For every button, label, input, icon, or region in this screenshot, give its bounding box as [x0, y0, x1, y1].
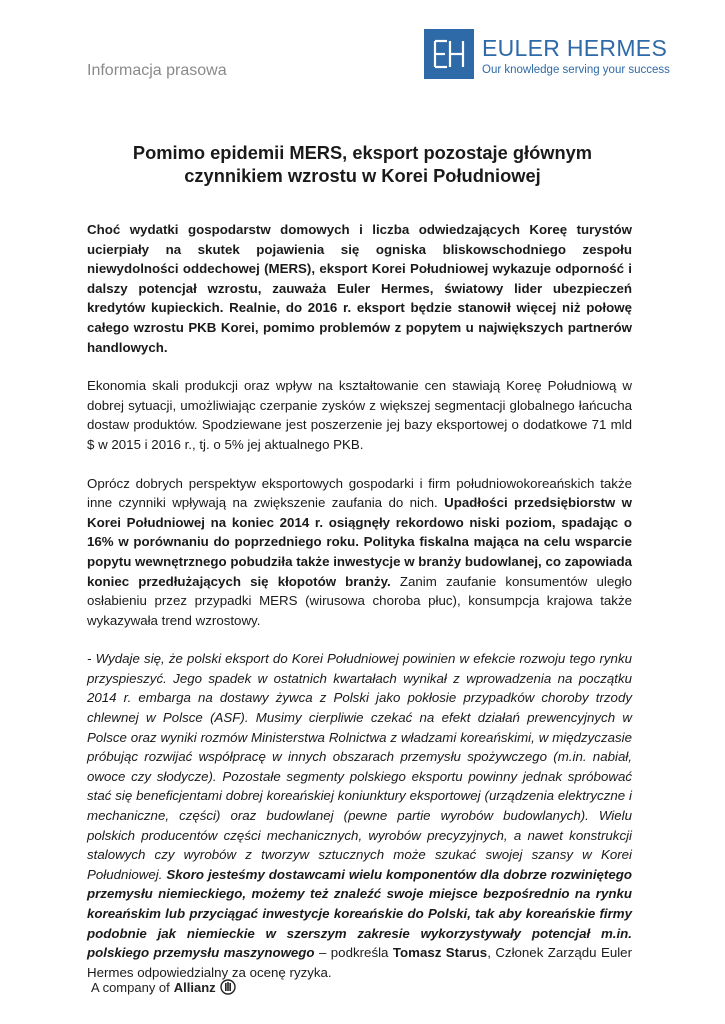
eh-monogram-icon: [424, 29, 474, 79]
title-line-1: Pomimo epidemii MERS, eksport pozostaje głównym: [132, 142, 593, 163]
footer-allianz: [91, 979, 236, 995]
logo-tagline: Our knowledge serving your success: [482, 64, 670, 76]
paragraph-2: Ekonomia skali produkcji oraz wpływ na kształtowanie cen stawiają Koreę Południową w dobrej sytuacji, umożliwiając czerpanie zysków z większej segmentacji globalnego łańcucha dostaw produktów. Spodziewane jest poszerzenie jej bazy eksportowej o dodatkowe 71 mld $ w 2015 i 2016 r., tj. o 5% jej aktualnego PKB.: [87, 378, 632, 452]
paragraph-3: [87, 474, 632, 631]
eh-logo-icon: [424, 29, 474, 79]
paragraph-3-text-a: Oprócz dobrych perspektyw eksportowych gospodarki i firm południowokoreańskich także inne czynniki wpływają na zwiększenie zaufania do nich.: [87, 475, 632, 511]
paragraph-3-bold: Upadłości przedsiębiorstw w Korei Południowej na koniec 2014 r. osiągnęły rekordowo niski poziom, spadając o 16% w porównaniu do poprzedniego roku. Polityka fiskalna mająca na celu wsparcie popytu wewnętrznego pobudziła także inwestycje w branży budowlanej, co zapowiada koniec przedłużających się kłopotów branży.: [87, 495, 632, 589]
footer-prefix: A company of: [91, 979, 170, 995]
quote-bold-text: Skoro jesteśmy dostawcami wielu komponentów dla dobrze rozwiniętego przemysłu niemieckiego, możemy też znaleźć swoje miejsce bezpośrednio na rynku koreańskim lub przyciągać inwestycje koreańskie do Polski, tak aby koreańskie firmy podobnie jak niemieckie w szerszym zakresie wykorzystywały potencjał m.in. polskiego przemysłu maszynowego: [87, 866, 632, 961]
quote-paragraph: [87, 649, 632, 982]
allianz-eagle-icon: [220, 979, 236, 995]
lead-paragraph: Choć wydatki gospodarstw domowych i liczba odwiedzających Koreę turystów ucierpiały na skutek pojawienia się ogniska bliskowschodniego zespołu niewydolności oddechowej (MERS), eksport Korei Południowej wykazuje odporność i dalszy potencjał wzrostu, zauważa Euler Hermes, światowy lider ubezpieczeń kredytów kupieckich. Realnie, do 2016 r. eksport będzie stanowił więcej niż połowę całego wzrostu PKB Korei, pomimo problemów z popytem u największych partnerów handlowych.: [87, 222, 632, 355]
article-body: [87, 220, 632, 1001]
paragraph-3-text-c: Zanim zaufanie konsumentów uległo osłabieniu przez przypadki MERS (wirusowa choroba płuc), konsumpcja krajowa także wykazywała trend wzrostowy.: [87, 573, 632, 628]
logo-name: EULER HERMES: [482, 35, 668, 61]
footer-brand: Allianz: [173, 979, 216, 995]
euler-hermes-logo: [424, 29, 670, 79]
document-type-label: Informacja prasowa: [87, 62, 227, 79]
speaker-name: Tomasz Starus: [392, 945, 488, 961]
quote-text: - Wydaje się, że polski eksport do Korei Południowej powinien w efekcie rozwoju tego rynku przyspieszyć. Jego spadek w ostatnich kwartałach wynikał z wprowadzenia na początku 2014 r. embarga na dostawy żywca z Polski jako pokłosie przypadków choroby trzody chlewnej w Polsce (ASF). Musimy cierpliwie czekać na efekt działań prewencyjnych w Polsce oraz wyniki rozmów Ministerstwa Rolnictwa z władzami koreańskimi, w międzyczasie próbując rozwijać współpracę w innych obszarach przemysłu spożywczego (m.in. nabiał, owoce czy słodycze). Pozostałe segmenty polskiego eksportu powinny jednak spróbować stać się beneficjentami dobrej koreańskiej koniunktury eksportowej (urządzenia elektryczne i mechaniczne, części) oraz budowlanej (pewne partie wyrobów budowlanych). Wielu polskich producentów części mechanicznych, wyrobów precyzyjnych, a nawet konstrukcji stalowych czy wyrobów z tworzyw sztucznych może szukać swojej szansy w Korei Południowej.: [87, 651, 632, 882]
speaker-role: , Członek Zarządu Euler Hermes odpowiedzialny za ocenę ryzyka.: [87, 945, 633, 980]
attribution-text: – podkreśla: [314, 945, 393, 961]
page-title: [60, 141, 665, 187]
title-line-2: czynnikiem wzrostu w Korei Południowej: [184, 165, 541, 186]
